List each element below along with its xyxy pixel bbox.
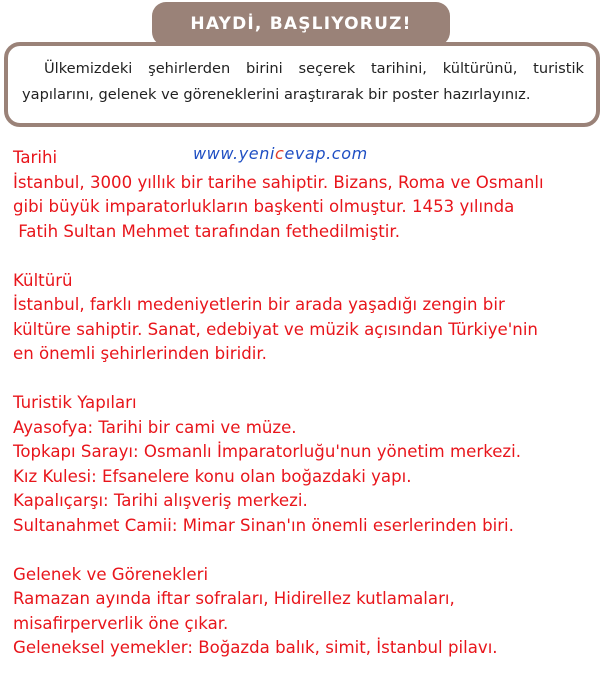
instruction-text: Ülkemizdeki şehirlerden birini seçerek tarihini, kültürünü, turistik yapılarını, gelenek ve göreneklerini araştırarak bir poster hazırlayınız. (22, 60, 584, 103)
answer-line: Kapalıçarşı: Tarihi alışveriş merkezi. (13, 491, 308, 510)
answer-line: İstanbul, 3000 yıllık bir tarihe sahiptir. Bizans, Roma ve Osmanlı (13, 172, 544, 192)
section-heading-kulturu: Kültürü (13, 270, 73, 290)
answer-line: Ayasofya: Tarihi bir cami ve müze. (13, 417, 297, 437)
handwritten-answer (13, 146, 608, 661)
watermark-suffix: evap.com (284, 144, 368, 163)
answer-line: misafirperverlik öne çıkar. (13, 613, 229, 633)
answer-line: İstanbul, farklı medeniyetlerin bir arada yaşadığı zengin bir (13, 295, 505, 314)
answer-line: Topkapı Sarayı: Osmanlı İmparatorluğu'nun yönetim merkezi. (13, 442, 522, 461)
spacer (13, 244, 608, 269)
answer-line: Kız Kulesi: Efsanelere konu olan boğazdaki yapı. (13, 466, 412, 486)
spacer (13, 538, 608, 563)
spacer (13, 367, 608, 392)
watermark-accent: c (275, 144, 285, 163)
section-header-tab (152, 2, 450, 46)
section-heading-turistik: Turistik Yapıları (13, 393, 137, 412)
answer-line: Sultanahmet Camii: Mimar Sinan'ın önemli eserlerinden biri. (13, 515, 514, 535)
section-heading-gelenek: Gelenek ve Görenekleri (13, 564, 209, 584)
watermark-prefix: www.yeni (193, 144, 276, 163)
section-header-title: HAYDİ, BAŞLIYORUZ! (190, 14, 412, 34)
answer-line: en önemli şehirlerinden biridir. (13, 344, 267, 363)
answer-line: Geleneksel yemekler: Boğazda balık, simit, İstanbul pilavı. (13, 638, 498, 657)
instruction-box (4, 42, 600, 127)
answer-line: gibi büyük imparatorlukların başkenti olmuştur. 1453 yılında (13, 197, 515, 216)
answer-line: kültüre sahiptir. Sanat, edebiyat ve müzik açısından Türkiye'nin (13, 319, 538, 339)
section-heading-tarihi: Tarihi (13, 148, 58, 167)
answer-line: Fatih Sultan Mehmet tarafından fethedilmiştir. (13, 221, 400, 241)
answer-line: Ramazan ayında iftar sofraları, Hidirellez kutlamaları, (13, 589, 455, 608)
